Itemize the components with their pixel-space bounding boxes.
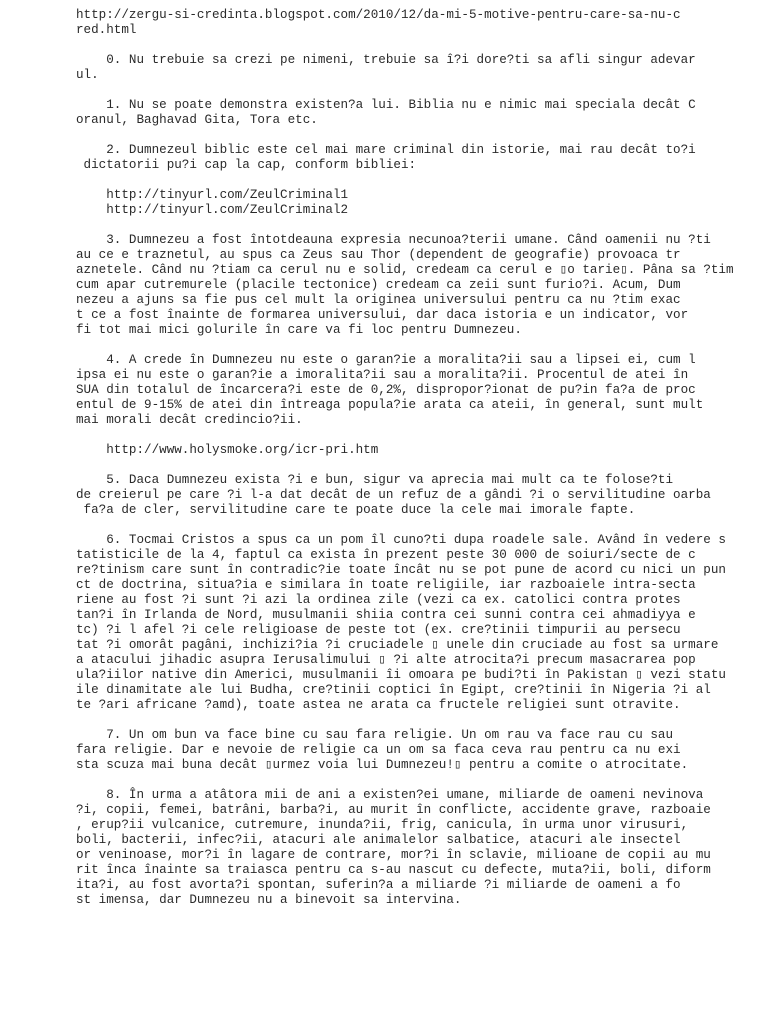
text-line: http://tinyurl.com/ZeulCriminal2 — [76, 203, 349, 217]
paragraph-motiv-2 — [76, 143, 716, 173]
text-line: SUA din totalul de încarcera?i este de 0,2%, dispropor?ionat de pu?in fa?a de proc — [76, 383, 696, 397]
text-line: http://tinyurl.com/ZeulCriminal1 — [76, 188, 349, 202]
text-line: 2. Dumnezeul biblic este cel mai mare criminal din istorie, mai rau decât to?i — [76, 143, 696, 157]
paragraph-links-1 — [76, 188, 716, 218]
text-line: 7. Un om bun va face bine cu sau fara religie. Un om rau va face rau cu sau — [76, 728, 674, 742]
text-line: 6. Tocmai Cristos a spus ca un pom îl cuno?ti dupa roadele sale. Având în vedere s — [76, 533, 726, 547]
text-line: tatisticile de la 4, faptul ca exista în prezent peste 30 000 de soiuri/secte de c — [76, 548, 696, 562]
text-line: au ce e traznetul, au spus ca Zeus sau Thor (dependent de geografie) provoaca tr — [76, 248, 681, 262]
text-line: nezeu a ajuns sa fie pus cel mult la originea universului pentru ca nu ?tim exac — [76, 293, 681, 307]
paragraph-motiv-5 — [76, 473, 716, 518]
text-line: fara religie. Dar e nevoie de religie ca un om sa faca ceva rau pentru ca nu exi — [76, 743, 681, 757]
text-line: re?tinism care sunt în contradic?ie toate încât nu se pot pune de acord cu nici un pun — [76, 563, 726, 577]
text-line: boli, bacterii, infec?ii, atacuri ale animalelor salbatice, atacuri ale insectel — [76, 833, 681, 847]
text-line: 0. Nu trebuie sa crezi pe nimeni, trebuie sa î?i dore?ti sa afli singur adevar — [76, 53, 696, 67]
text-line: dictatorii pu?i cap la cap, conform bibliei: — [76, 158, 417, 172]
text-line: te ?ari africane ?amd), toate astea ne arata ca fructele religiei sunt otravite. — [76, 698, 681, 712]
text-line: a atacului jihadic asupra Ierusalimului ▯ ?i alte atrocita?i precum masacrarea pop — [76, 653, 696, 667]
text-line: entul de 9-15% de atei din întreaga popula?ie arata ca ateii, în general, sunt mult — [76, 398, 704, 412]
text-line: st imensa, dar Dumnezeu nu a binevoit sa intervina. — [76, 893, 462, 907]
text-line: tc) ?i l afel ?i cele religioase de peste tot (ex. cre?tinii timpurii au persecu — [76, 623, 681, 637]
text-line: ita?i, au fost avorta?i spontan, suferin?a a miliarde ?i miliarde de oameni a fo — [76, 878, 681, 892]
text-line: 1. Nu se poate demonstra existen?a lui. Biblia nu e nimic mai speciala decât C — [76, 98, 696, 112]
paragraph-motiv-4 — [76, 353, 716, 428]
text-line: http://www.holysmoke.org/icr-pri.htm — [76, 443, 379, 457]
text-line: aznetele. Când nu ?tiam ca cerul nu e solid, credeam ca cerul e ▯o tarie▯. Pâna sa ?tim — [76, 263, 734, 277]
text-line: 3. Dumnezeu a fost întotdeauna expresia necunoa?terii umane. Când oamenii nu ?ti — [76, 233, 711, 247]
text-line: t ce a fost înainte de formarea universului, dar daca istoria e un indicator, vor — [76, 308, 689, 322]
text-line: , erup?ii vulcanice, cutremure, inunda?ii, frig, canicula, în urma unor virusuri, — [76, 818, 689, 832]
text-line: http://zergu-si-credinta.blogspot.com/2010/12/da-mi-5-motive-pentru-care-sa-nu-c — [76, 8, 681, 22]
text-line: red.html — [76, 23, 137, 37]
paragraph-motiv-1 — [76, 98, 716, 128]
text-line: sta scuza mai buna decât ▯urmez voia lui Dumnezeu!▯ pentru a comite o atrocitate. — [76, 758, 689, 772]
paragraph-motiv-8 — [76, 788, 716, 908]
paragraph-motiv-7 — [76, 728, 716, 773]
text-line: ile dinamitate ale lui Budha, cre?tinii coptici în Egipt, cre?tinii în Nigeria ?i al — [76, 683, 711, 697]
text-line: 4. A crede în Dumnezeu nu este o garan?ie a moralita?ii sau a lipsei ei, cum l — [76, 353, 696, 367]
text-line: fi tot mai mici golurile în care va fi loc pentru Dumnezeu. — [76, 323, 522, 337]
text-line: ula?iilor native din Americi, musulmanii îi omoara pe budi?ti în Pakistan ▯ vezi statu — [76, 668, 726, 682]
text-line: cum apar cutremurele (placile tectonice) credeam ca zeii sunt furio?i. Acum, Dum — [76, 278, 681, 292]
text-line: ul. — [76, 68, 99, 82]
text-line: de creierul pe care ?i l-a dat decât de un refuz de a gândi ?i o servilitudine oarba — [76, 488, 711, 502]
text-line: oranul, Baghavad Gita, Tora etc. — [76, 113, 318, 127]
text-line: tan?i în Irlanda de Nord, musulmanii shiia contra cei sunni contra cei ahmadiyya e — [76, 608, 696, 622]
text-line: 5. Daca Dumnezeu exista ?i e bun, sigur va aprecia mai mult ca te folose?ti — [76, 473, 674, 487]
paragraph-motiv-3 — [76, 233, 734, 338]
document-body — [76, 8, 734, 923]
paragraph-motiv-0 — [76, 53, 716, 83]
text-line: 8. În urma a atâtora mii de ani a existen?ei umane, miliarde de oameni nevinova — [76, 788, 704, 802]
paragraph-links-2 — [76, 443, 716, 458]
text-line: or veninoase, mor?i în lagare de contrare, mor?i în sclavie, milioane de copii au mu — [76, 848, 711, 862]
paragraph-motiv-6 — [76, 533, 726, 713]
text-line: mai morali decât credincio?ii. — [76, 413, 303, 427]
text-line: rit înca înainte sa traiasca pentru ca s-au nascut cu defecte, muta?ii, boli, diform — [76, 863, 711, 877]
text-line: ?i, copii, femei, batrâni, barba?i, au murit în conflicte, accidente grave, razboaie — [76, 803, 711, 817]
text-line: tat ?i omorât pagâni, inchizi?ia ?i cruciadele ▯ unele din cruciade au fost sa urmare — [76, 638, 719, 652]
text-line: riene au fost ?i sunt ?i azi la ordinea zile (vezi ca ex. catolici contra protes — [76, 593, 681, 607]
cut-off-bottom-line — [70, 1018, 710, 1024]
text-line: fa?a de cler, servilitudine care te poate duce la cele mai imorale fapte. — [76, 503, 636, 517]
text-line: ct de doctrina, situa?ia e similara în toate religiile, iar razboaiele intra-secta — [76, 578, 696, 592]
text-line: ipsa ei nu este o garan?ie a imoralita?ii sau a moralita?ii. Procentul de atei în — [76, 368, 689, 382]
paragraph-source-url — [76, 8, 716, 38]
